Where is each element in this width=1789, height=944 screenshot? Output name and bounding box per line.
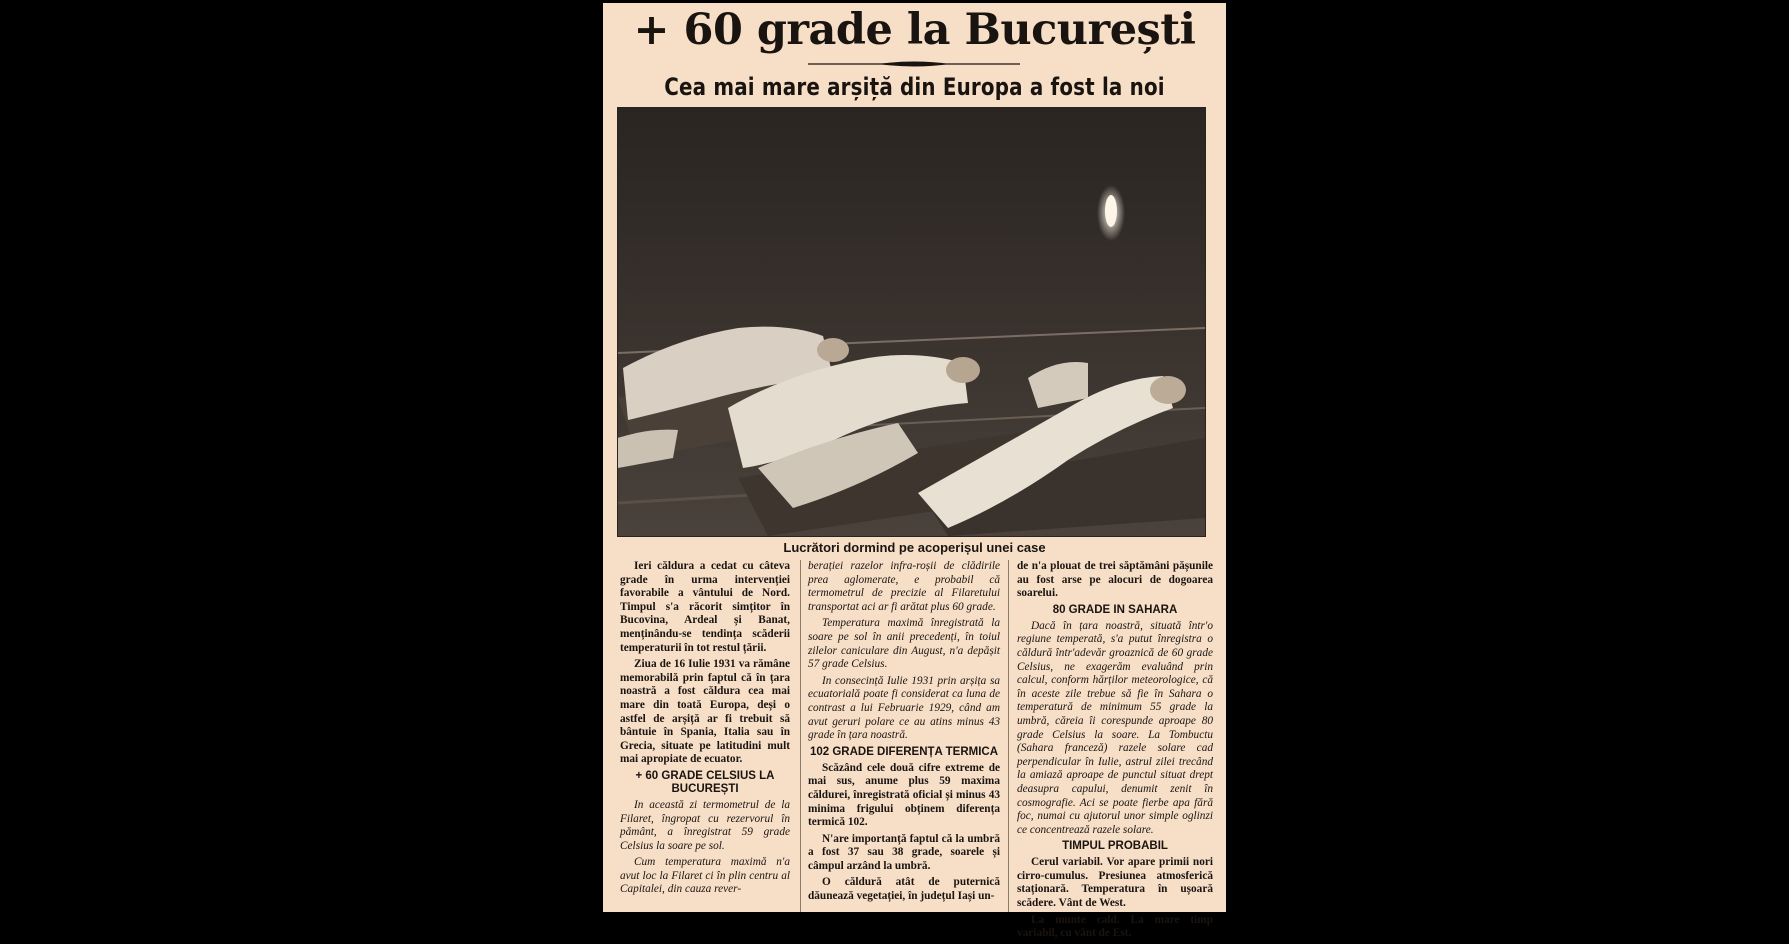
paragraph: Temperatura maximă înregistrată la soare pe sol în anii precedenți, în toiul zilelor caniculare din August, n'a depășit 57 grade Celsius.	[808, 617, 1000, 671]
photo-caption: Lucrători dormind pe acoperișul unei case	[783, 540, 1046, 555]
headline: + 60 grade la București	[633, 5, 1196, 55]
photo	[617, 107, 1206, 537]
paragraph: Ieri căldura a cedat cu câteva grade în urma intervenției favorabile a vântului de Nord. Timpul s'a răcorit simțitor în Bucovina, Ardeal și Banat, menținându-se tendința scăderii temperaturii în tot restul țării.	[620, 560, 790, 654]
column-rule	[800, 560, 801, 912]
paragraph: In consecință Iulie 1931 prin arșița sa ecuatorială poate fi considerat ca luna de contrast a lui Februarie 1929, când am avut geruri polare ce au atins minus 43 grade în țara noastră.	[808, 674, 1000, 742]
section-heading: TIMPUL PROBABIL	[1062, 840, 1168, 853]
article-column-1	[620, 560, 790, 900]
paragraph: In această zi termometrul de la Filaret, îngropat cu rezervorul în pământ, a înregistrat 59 grade Celsius la soare pe sol.	[620, 798, 790, 852]
paragraph: Dacă în țara noastră, situată într'o regiune temperată, s'a putut înregistra o căldură într'adevăr groaznică de 60 grade Celsius, ne exagerăm evaluând prin calcul, conform hărților meteorologice, că în aceste zile trebue să fie în Sahara o temperatură de minimum 55 grade la umbră, căreia îi corespunde aproape 80 grade Celsius la soare. La Tombuctu (Sahara franceză) razele solare cad perpendicular în Iulie, astrul zilei trecând la amiază aproape de punctul situat drept deasupra capului, denumit zenit în cosmografie. Aci se poate fierbe apa fără foc, numai cu ajutorul unor simple oglinzi ce concentrează razele solare.	[1017, 619, 1213, 836]
section-heading: + 60 GRADE CELSIUS LA BUCUREȘTI	[635, 769, 775, 795]
newspaper-page	[603, 3, 1226, 940]
paragraph: Scăzând cele două cifre extreme de mai sus, anume plus 59 maxima căldurei, înregistrată oficial și minus 43 minima frigului obținem diferența termică 102.	[808, 761, 1000, 829]
paragraph: berației razelor infra-roșii de clădirile prea aglomerate, e probabil că termometrul de precizie al Filaretului transportat aci ar fi arătat plus 60 grade.	[808, 560, 1000, 613]
paragraph: Cum temperatura maximă n'a avut loc la Filaret ci în plin centru al Capitalei, din cauza rever-	[620, 856, 790, 896]
subheadline: Cea mai mare arșiță din Europa a fost la noi	[664, 73, 1165, 101]
column-rule	[1008, 560, 1009, 912]
article-column-2	[808, 560, 1000, 907]
sleeping-workers-photo-icon	[618, 108, 1205, 536]
section-heading: 80 GRADE IN SAHARA	[1052, 603, 1178, 616]
section-heading: 102 GRADE DIFERENȚA TERMICA	[809, 745, 999, 758]
article-column-3	[1017, 560, 1213, 944]
paragraph: Cerul variabil. Vor apare primii nori cirro-cumulus. Presiunea atmosferică staționară. Temperatura în ușoară scădere. Vânt de West.	[1017, 856, 1213, 910]
paragraph: Ziua de 16 Iulie 1931 va rămâne memorabilă prin faptul că în țara noastră a fost căldura cea mai mare din toată Europa, deși o astfel de arșiță ar fi trebuit să bântuie în Spania, Italia sau în Grecia, situate pe latitudini mult mai apropiate de ecuator.	[620, 658, 790, 766]
paragraph: La munte cald. La mare timp variabil, cu vânt de Est.	[1017, 913, 1213, 940]
paragraph: O căldură atât de puternică dăunează vegetației, în județul Iași un-	[808, 876, 1000, 903]
paragraph: N'are importanță faptul că la umbră a fost 37 sau 38 grade, soarele și câmpul arzând la umbră.	[808, 832, 1000, 872]
paragraph: de n'a plouat de trei săptămâni pășunile au fost arse pe alocuri de dogoarea soarelui.	[1017, 560, 1213, 600]
